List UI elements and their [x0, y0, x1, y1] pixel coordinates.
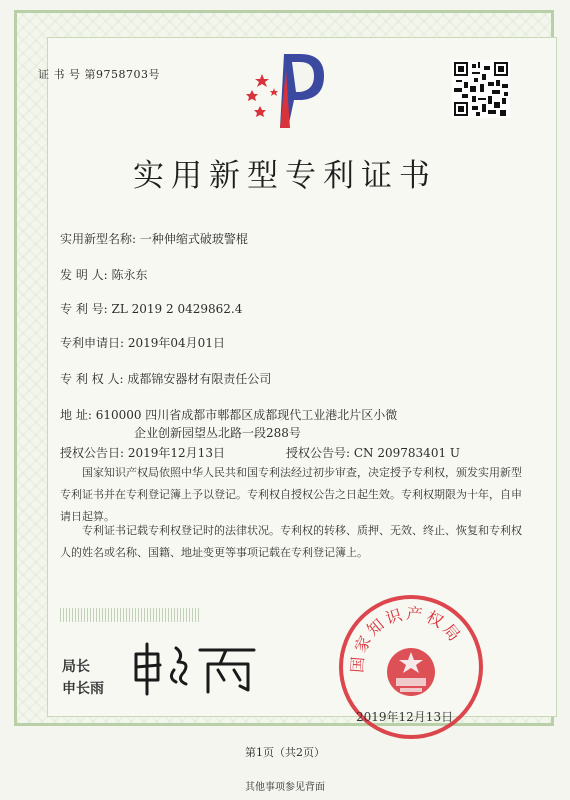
utility-model-name-row — [60, 230, 248, 247]
handwritten-signature — [128, 640, 258, 696]
grant-number-value: CN 209783401 U — [353, 446, 461, 460]
grant-number-label: 授权公告号: — [286, 446, 351, 460]
director-title: 局长 — [62, 659, 90, 675]
grant-date-label: 授权公告日: — [60, 446, 125, 460]
inventor-value: 陈永东 — [111, 268, 148, 282]
microprint-line — [60, 608, 200, 622]
inventor-row — [60, 266, 148, 283]
address-line-2: 企业创新园望丛北路一段288号 — [134, 426, 301, 440]
director-name: 申长雨 — [62, 681, 104, 697]
filing-date-row — [60, 334, 225, 351]
address-label: 地 址: — [60, 408, 92, 422]
patent-holder-label: 专 利 权 人: — [60, 372, 124, 386]
utility-model-name-value: 一种伸缩式破玻警棍 — [139, 232, 248, 246]
certificate-title: 实用新型专利证书 — [133, 158, 437, 194]
address-row — [60, 406, 397, 423]
patent-holder-value: 成都锦安器材有限责任公司 — [127, 372, 272, 386]
footer-note: 其他事项参见背面 — [245, 782, 325, 793]
grant-number-row — [286, 444, 460, 461]
filing-date-label: 专利申请日: — [60, 336, 125, 350]
page-number: 第1页（共2页） — [245, 746, 325, 759]
grant-statement-paragraph: 国家知识产权局依照中华人民共和国专利法经过初步审查，决定授予专利权，颁发实用新型专利证书并在专利登记簿上予以登记。专利权自授权公告之日起生效。专利权期限为十年，自申请日起算。 — [60, 466, 522, 523]
certificate-number: 证 书 号 第9758703号 — [38, 68, 160, 81]
filing-date-value: 2019年04月01日 — [127, 336, 225, 350]
patent-number-value: ZL 2019 2 0429862.4 — [111, 302, 243, 316]
utility-model-name-label: 实用新型名称: — [60, 232, 137, 246]
cnipa-emblem-icon — [240, 50, 328, 134]
grant-date-value: 2019年12月13日 — [127, 446, 225, 460]
patent-number-label: 专 利 号: — [60, 302, 108, 316]
patent-holder-row — [60, 370, 271, 387]
legal-status-paragraph: 专利证书记载专利权登记时的法律状况。专利权的转移、质押、无效、终止、恢复和专利权人的姓名或名称、国籍、地址变更等事项记载在专利登记簿上。 — [60, 524, 522, 559]
grant-date-row — [60, 444, 225, 461]
svg-text:国家知识产权局: 国家知识产权局 — [347, 603, 466, 674]
qr-code-icon — [452, 60, 510, 118]
patent-number-row — [60, 300, 242, 317]
seal-date: 2019年12月13日 — [356, 710, 454, 724]
address-line-1: 610000 四川省成都市郫都区成都现代工业港北片区小微 — [95, 408, 398, 422]
inventor-label: 发 明 人: — [60, 268, 108, 282]
